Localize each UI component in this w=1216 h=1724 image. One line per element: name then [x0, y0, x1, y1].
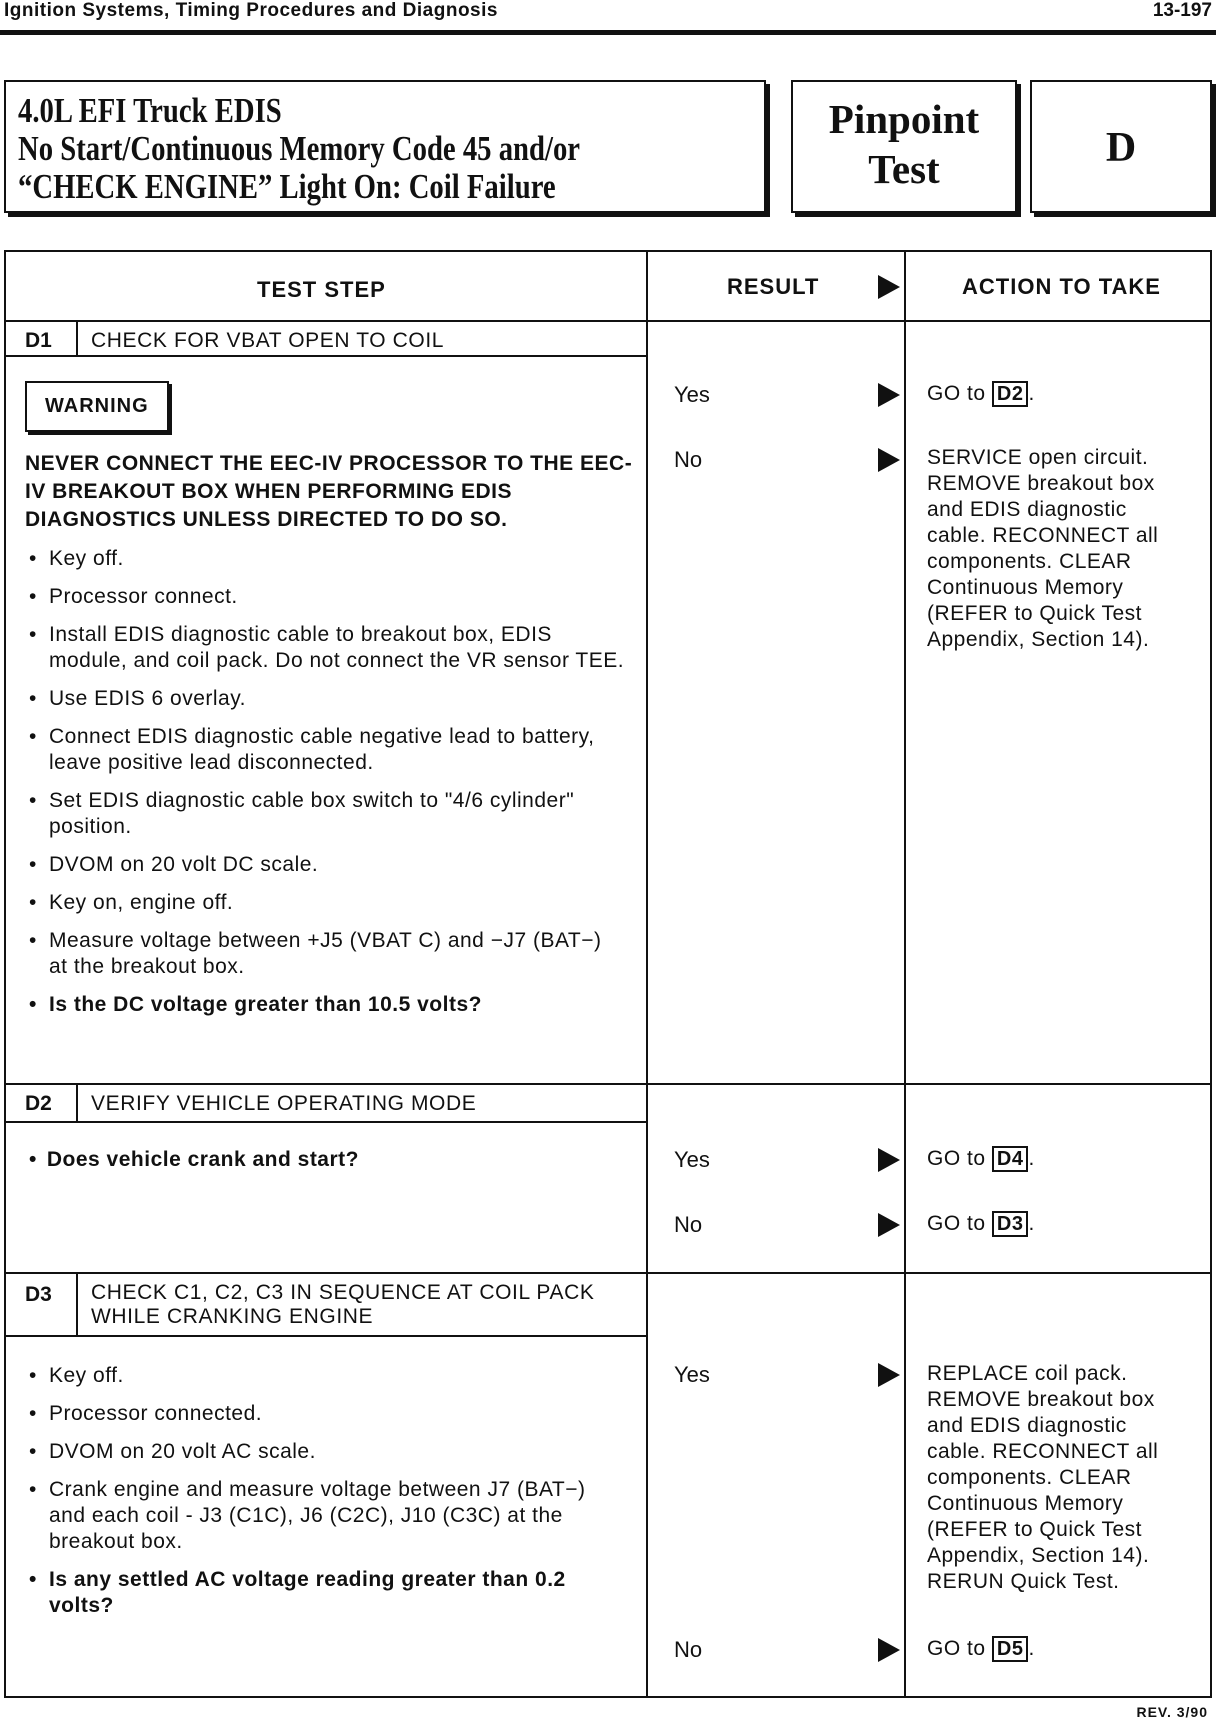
d2-action-yes [927, 1146, 1035, 1172]
d3-step-id: D3 [25, 1283, 52, 1306]
bullet-icon: • [29, 1440, 37, 1463]
test-letter-box [1030, 80, 1212, 213]
bullet-icon: • [29, 1402, 37, 1425]
pinpoint-test-box [791, 80, 1017, 213]
d1-bullet-text: Key on, engine off. [49, 891, 234, 914]
d1-list-item [25, 584, 625, 610]
d1-result-no: No [674, 447, 703, 472]
col-header-result: RESULT [727, 274, 820, 299]
d3-result-no: No [674, 1637, 703, 1662]
bullet-icon: • [29, 1364, 37, 1387]
d1-bullet-text: DVOM on 20 volt DC scale. [49, 853, 319, 876]
d1-question-text: Is the DC voltage greater than 10.5 volts? [49, 993, 482, 1016]
d1-step-title: CHECK FOR VBAT OPEN TO COIL [91, 329, 445, 352]
bullet-icon: • [29, 1568, 37, 1591]
d2-no-goto-prefix: GO to [927, 1212, 986, 1235]
d1-result-yes: Yes [674, 382, 710, 407]
d1-instruction-list [25, 546, 625, 1030]
d1-list-item [25, 928, 625, 980]
d3-list-item [25, 1401, 625, 1427]
d2-yes-goto-step-link[interactable]: D4 [992, 1146, 1029, 1172]
col-header-action: ACTION TO TAKE [962, 274, 1161, 299]
d1-yes-goto-step-link[interactable]: D2 [992, 381, 1029, 407]
d3-instruction-list [25, 1363, 625, 1631]
bullet-icon: • [29, 993, 37, 1016]
d2-row-divider [4, 1272, 1212, 1274]
test-letter: D [1105, 125, 1137, 171]
d2-title-underline [4, 1121, 646, 1123]
d2-step-title: VERIFY VEHICLE OPERATING MODE [91, 1092, 477, 1115]
d2-no-goto-step-link[interactable]: D3 [992, 1211, 1029, 1237]
d1-list-item [25, 546, 625, 572]
d1-bullet-text: Key off. [49, 547, 124, 570]
d1-bullet-text: Connect EDIS diagnostic cable negative lead to battery, leave positive lead disconnected. [49, 725, 595, 774]
d3-list-item [25, 1439, 625, 1465]
bullet-icon: • [29, 547, 37, 570]
d3-result-yes: Yes [674, 1362, 710, 1387]
d3-question-text: Is any settled AC voltage reading greater than 0.2 volts? [49, 1568, 566, 1617]
revision-note: REV. 3/90 [1136, 1704, 1208, 1720]
d1-list-item [25, 686, 625, 712]
column-divider-result [646, 250, 648, 1698]
d1-list-item [25, 890, 625, 916]
d3-bullet-text: DVOM on 20 volt AC scale. [49, 1440, 316, 1463]
d1-yes-goto-suffix: . [1028, 382, 1035, 405]
d2-no-arrow-icon [878, 1213, 900, 1237]
d3-action-no [927, 1636, 1035, 1662]
d3-id-divider [76, 1272, 78, 1335]
d1-action-yes [927, 381, 1035, 407]
bullet-icon: • [29, 789, 37, 812]
d3-no-goto-prefix: GO to [927, 1637, 986, 1660]
bullet-icon: • [29, 891, 37, 914]
d3-bullet-text: Processor connected. [49, 1402, 263, 1425]
warning-badge: WARNING [25, 381, 169, 432]
d1-step-id: D1 [25, 329, 52, 352]
d1-bullet-text: Set EDIS diagnostic cable box switch to "4/6 cylinder" position. [49, 789, 575, 838]
d2-no-goto-suffix: . [1028, 1212, 1035, 1235]
d3-no-arrow-icon [878, 1638, 900, 1662]
d2-yes-goto-suffix: . [1028, 1147, 1035, 1170]
d3-bullet-text: Key off. [49, 1364, 124, 1387]
bullet-icon: • [29, 585, 37, 608]
d3-yes-arrow-icon [878, 1363, 900, 1387]
page-number: 13-197 [1152, 0, 1212, 21]
bullet-icon: • [29, 687, 37, 710]
d2-yes-goto-prefix: GO to [927, 1147, 986, 1170]
d3-bullet-text: Crank engine and measure voltage between J7 (BAT−) and each coil - J3 (C1C), J6 (C2C), J10 (C3C) at the breakout box. [49, 1478, 586, 1553]
d2-yes-arrow-icon [878, 1148, 900, 1172]
bullet-icon: • [29, 725, 37, 748]
d2-id-divider [76, 1083, 78, 1121]
d1-warning-text: NEVER CONNECT THE EEC-IV PROCESSOR TO THE EEC-IV BREAKOUT BOX WHEN PERFORMING EDIS DIAGNOSTICS UNLESS DIRECTED TO DO SO. [25, 452, 633, 531]
d1-question [25, 992, 625, 1018]
d1-bullet-text: Install EDIS diagnostic cable to breakout box, EDIS module, and coil pack. Do not connect the VR sensor TEE. [49, 623, 625, 672]
d1-list-item [25, 852, 625, 878]
d1-list-item [25, 724, 625, 776]
d2-step-id: D2 [25, 1092, 52, 1115]
col-header-test-step: TEST STEP [257, 277, 386, 302]
test-label: Test [868, 146, 940, 192]
d3-list-item [25, 1477, 625, 1555]
bullet-icon: • [29, 853, 37, 876]
d2-action-no [927, 1211, 1035, 1237]
result-arrow-icon [878, 275, 900, 299]
d3-list-item [25, 1363, 625, 1389]
d1-bullet-text: Use EDIS 6 overlay. [49, 687, 247, 710]
d3-step-title: CHECK C1, C2, C3 IN SEQUENCE AT COIL PACK WHILE CRANKING ENGINE [91, 1281, 595, 1328]
bullet-icon: • [29, 1478, 37, 1501]
d1-yes-goto-prefix: GO to [927, 382, 986, 405]
d3-no-goto-suffix: . [1028, 1637, 1035, 1660]
d3-no-goto-step-link[interactable]: D5 [992, 1636, 1029, 1662]
d2-result-yes: Yes [674, 1147, 710, 1172]
title-line-2: No Start/Continuous Memory Code 45 and/or [18, 129, 581, 168]
d2-question: • Does vehicle crank and start? [29, 1148, 359, 1171]
d1-bullet-text: Processor connect. [49, 585, 238, 608]
header-row-divider [4, 320, 1212, 322]
bullet-icon: • [29, 623, 37, 646]
d1-row-divider [4, 1083, 1212, 1085]
pinpoint-label: Pinpoint [828, 96, 980, 142]
section-title: Ignition Systems, Timing Procedures and Diagnosis [4, 0, 498, 21]
d1-no-arrow-icon [878, 448, 900, 472]
title-line-1: 4.0L EFI Truck EDIS [18, 91, 282, 130]
d1-list-item [25, 788, 625, 840]
header-divider [0, 30, 1216, 35]
test-title-box [4, 80, 766, 213]
d1-bullet-text: Measure voltage between +J5 (VBAT C) and −J7 (BAT−) at the breakout box. [49, 929, 602, 978]
d3-action-yes: REPLACE coil pack. REMOVE breakout box and EDIS diagnostic cable. RECONNECT all components. CLEAR Continuous Memory (REFER to Quick Test Appendix, Section 14). RERUN Quick Test. [927, 1362, 1159, 1593]
d1-list-item [25, 622, 625, 674]
d3-title-underline [4, 1335, 646, 1337]
d1-action-no: SERVICE open circuit. REMOVE breakout box and EDIS diagnostic cable. RECONNECT all components. CLEAR Continuous Memory (REFER to Quick Test Appendix, Section 14). [927, 446, 1159, 651]
d1-title-underline [4, 355, 646, 357]
d2-result-no: No [674, 1212, 703, 1237]
d3-question [25, 1567, 625, 1619]
d1-yes-arrow-icon [878, 383, 900, 407]
bullet-icon: • [29, 929, 37, 952]
d1-id-divider [76, 320, 78, 355]
title-line-3: “CHECK ENGINE” Light On: Coil Failure [18, 167, 556, 206]
column-divider-action [904, 250, 906, 1698]
